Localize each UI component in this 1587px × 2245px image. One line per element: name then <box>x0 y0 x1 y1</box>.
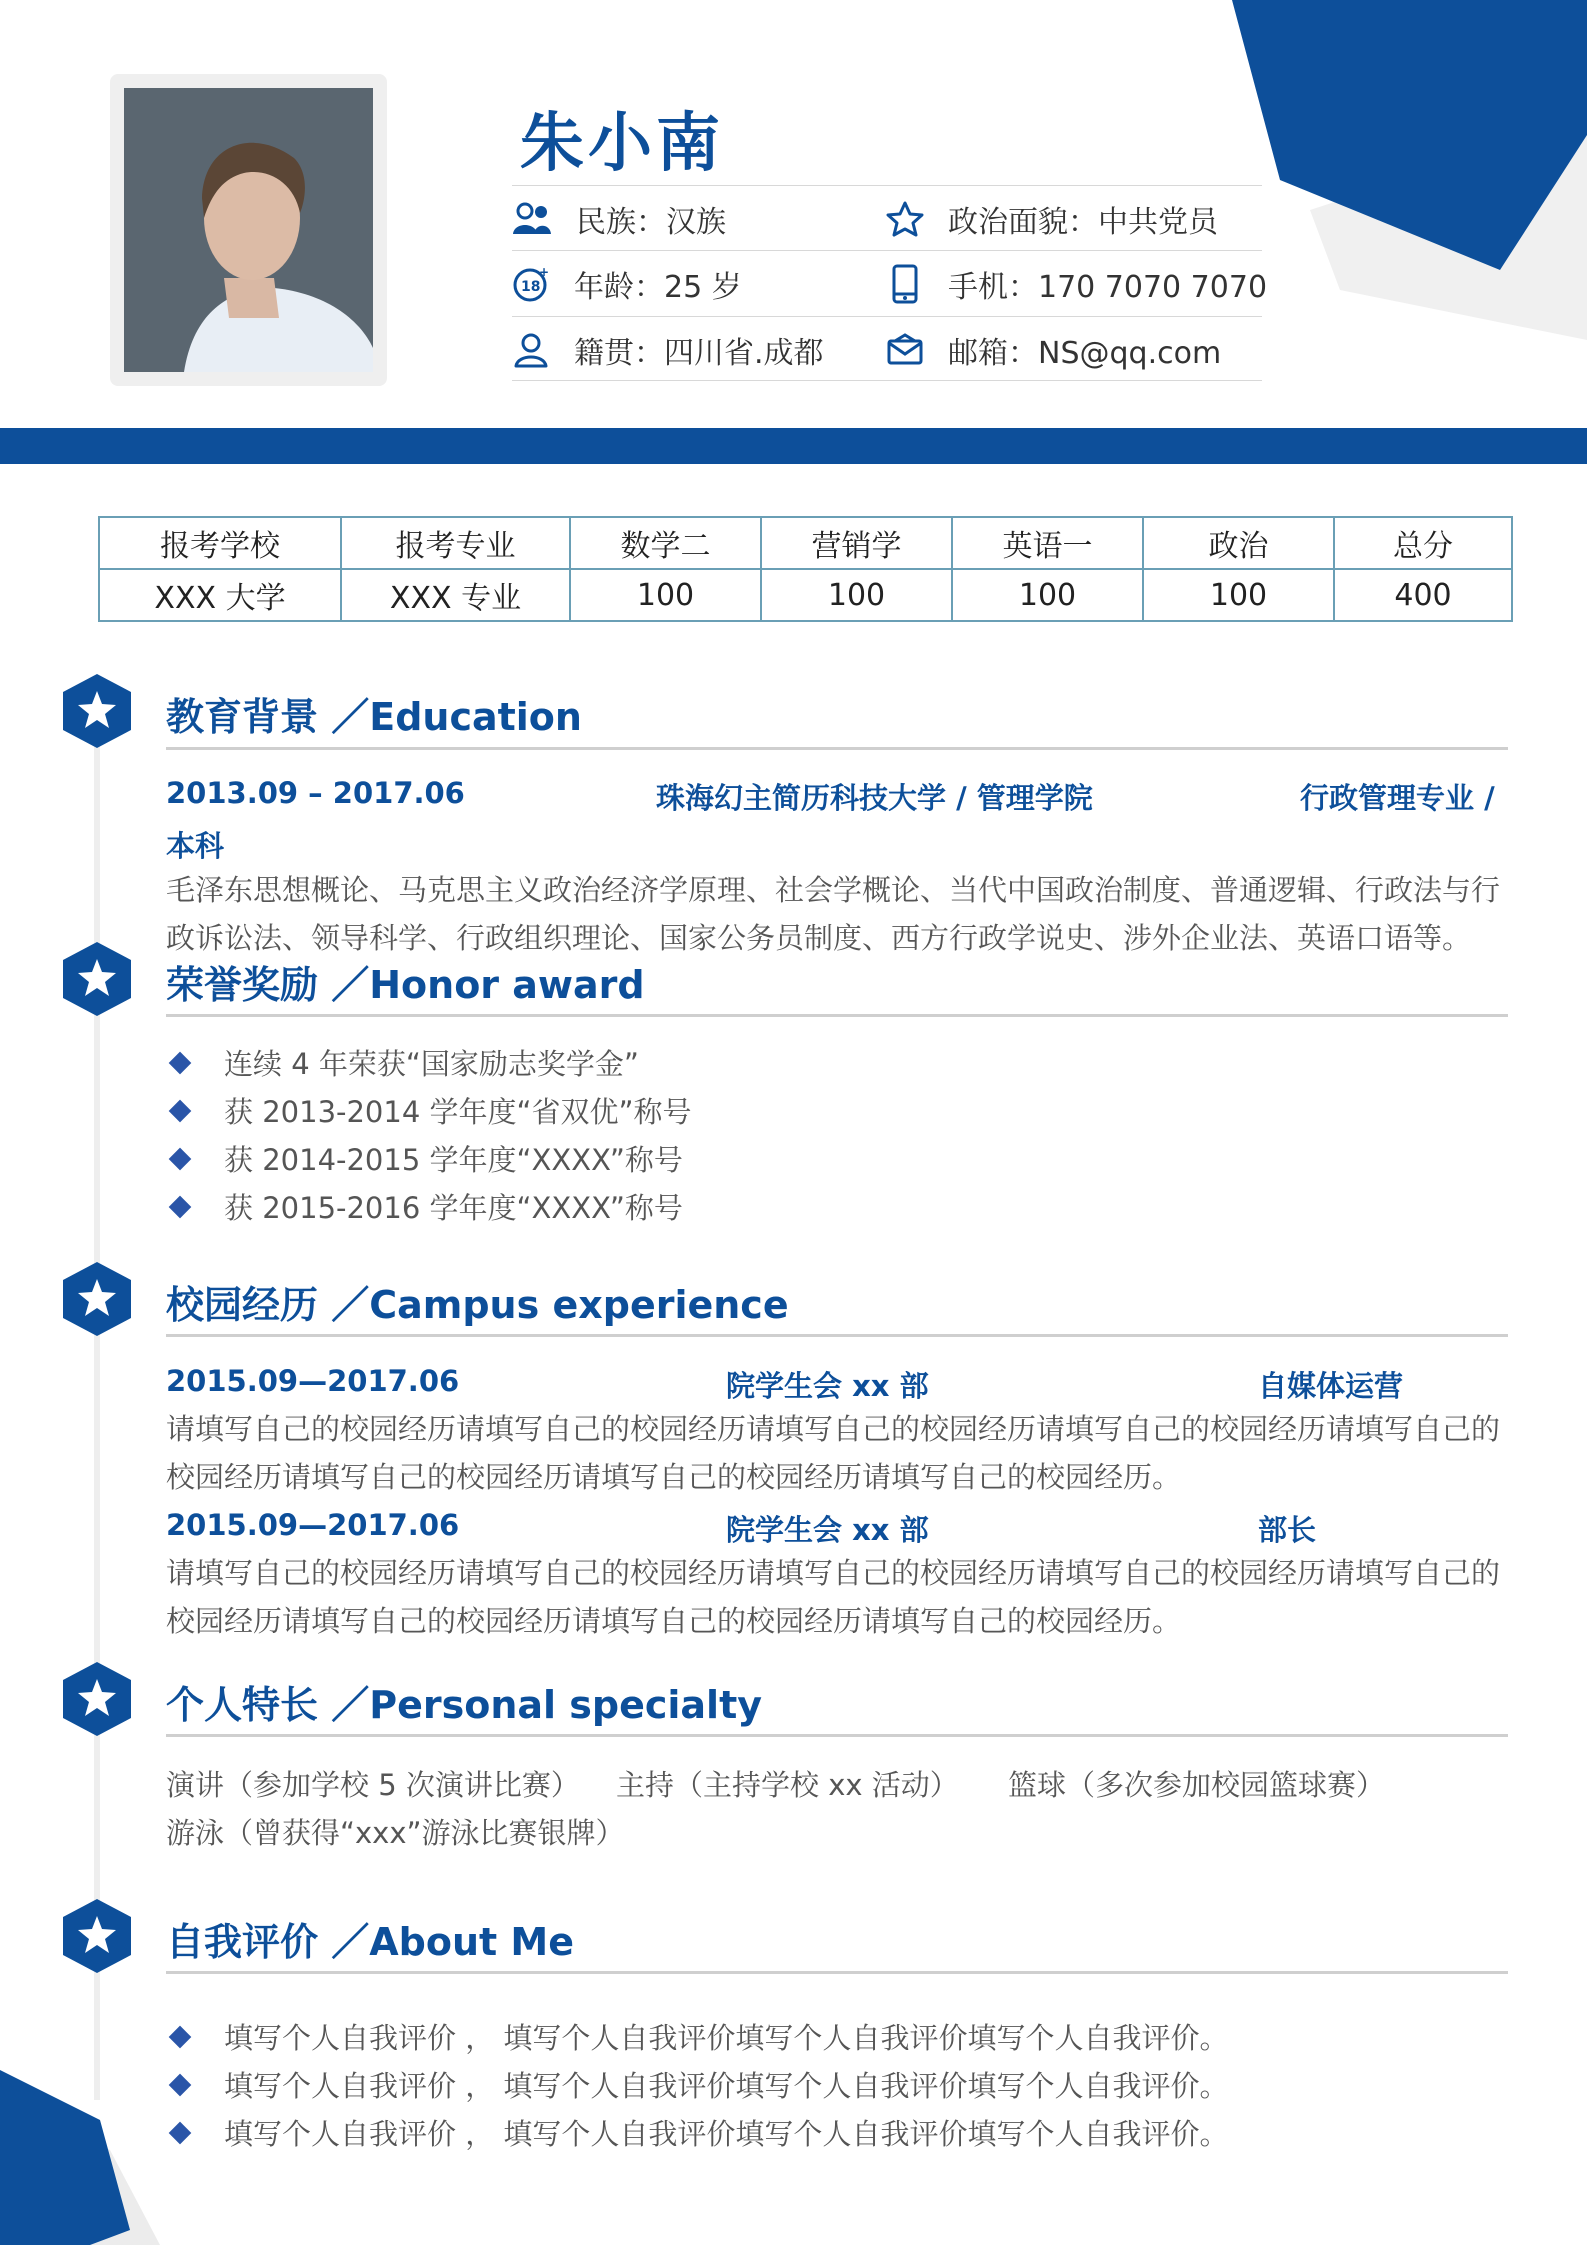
campus-title: 校园经历 ／Campus experience <box>166 1283 789 1327</box>
table-cell: 100 <box>952 569 1143 621</box>
about-item-text: 填写个人自我评价 ， 填写个人自我评价填写个人自我评价填写个人自我评价。 <box>224 2069 1229 2103</box>
divider <box>512 250 1262 251</box>
education-period: 2013.09 – 2017.06 <box>166 776 465 810</box>
svg-text:18: 18 <box>521 279 541 295</box>
table-cell: 100 <box>1143 569 1334 621</box>
profile-photo <box>124 88 373 372</box>
section-divider <box>166 747 1508 750</box>
campus-role: 部长 <box>1258 1513 1317 1547</box>
divider <box>512 380 1262 381</box>
list-item <box>166 1042 639 1083</box>
campus-desc: 请填写自己的校园经历请填写自己的校园经历请填写自己的校园经历请填写自己的校园经历请填写自己的校园经历请填写自己的校园经历请填写自己的校园经历请填写自己的校园经历。 <box>166 1556 1501 1638</box>
candidate-name: 朱小南 <box>520 107 724 181</box>
section-divider <box>166 1734 1508 1737</box>
specialty-item: 篮球（多次参加校园篮球赛） <box>1008 1768 1386 1802</box>
timeline-line <box>94 680 100 2100</box>
diamond-bullet-icon <box>169 1147 192 1170</box>
phone-text: 手机：170 7070 7070 <box>948 270 1268 305</box>
diamond-bullet-icon <box>169 1051 192 1074</box>
list-item <box>166 2064 1228 2105</box>
svg-text:+: + <box>539 265 550 279</box>
honor-item-text: 获 2013-2014 学年度“省双优”称号 <box>224 1095 692 1129</box>
list-item <box>166 2016 1228 2057</box>
bottom-left-decoration <box>0 2050 180 2245</box>
table-cell: 400 <box>1334 569 1512 621</box>
section-star-icon <box>60 1897 134 1975</box>
table-header-cell: 政治 <box>1143 517 1334 569</box>
section-star-icon <box>60 940 134 1018</box>
header-band <box>0 428 1587 464</box>
education-major: 行政管理专业 / <box>1300 781 1495 815</box>
honor-item-text: 连续 4 年荣获“国家励志奖学金” <box>224 1047 639 1081</box>
age-text: 年龄：25 岁 <box>574 270 742 305</box>
about-title: 自我评价 ／About Me <box>166 1920 574 1964</box>
table-header-cell: 报考专业 <box>341 517 570 569</box>
honor-item-text: 获 2015-2016 学年度“XXXX”称号 <box>224 1191 683 1225</box>
divider <box>512 185 1262 186</box>
campus-org: 院学生会 xx 部 <box>726 1369 929 1403</box>
divider <box>512 316 1262 317</box>
about-item-text: 填写个人自我评价 ， 填写个人自我评价填写个人自我评价填写个人自我评价。 <box>224 2021 1229 2055</box>
top-right-decoration <box>1220 0 1587 360</box>
table-header-row <box>99 517 1512 569</box>
political-text: 政治面貌：中共党员 <box>948 205 1218 240</box>
list-item <box>166 2112 1228 2153</box>
specialty-item: 演讲（参加学校 5 次演讲比赛） <box>166 1768 580 1802</box>
section-star-icon <box>60 1260 134 1338</box>
ethnicity-info <box>512 197 726 241</box>
campus-desc: 请填写自己的校园经历请填写自己的校园经历请填写自己的校园经历请填写自己的校园经历请填写自己的校园经历请填写自己的校园经历请填写自己的校园经历请填写自己的校园经历。 <box>166 1412 1501 1494</box>
people-icon <box>512 202 552 236</box>
specialty-item: 游泳（曾获得“xxx”游泳比赛银牌） <box>166 1816 625 1850</box>
diamond-bullet-icon <box>169 2025 192 2048</box>
mail-icon <box>886 333 924 367</box>
list-item <box>166 1186 683 1227</box>
section-star-icon <box>60 1660 134 1738</box>
specialty-item: 主持（主持学校 xx 活动） <box>616 1768 959 1802</box>
table-row <box>99 569 1512 621</box>
hometown-text: 籍贯：四川省.成都 <box>574 336 824 371</box>
about-item-text: 填写个人自我评价 ， 填写个人自我评价填写个人自我评价填写个人自我评价。 <box>224 2117 1229 2151</box>
diamond-bullet-icon <box>169 2121 192 2144</box>
section-star-icon <box>60 672 134 750</box>
email-info <box>886 328 1221 372</box>
age-18-icon <box>512 265 550 303</box>
diamond-bullet-icon <box>169 1195 192 1218</box>
section-divider <box>166 1971 1508 1974</box>
table-header-cell: 数学二 <box>570 517 761 569</box>
star-icon <box>886 201 924 237</box>
table-header-cell: 总分 <box>1334 517 1512 569</box>
score-table <box>98 516 1513 622</box>
table-header-cell: 英语一 <box>952 517 1143 569</box>
campus-org: 院学生会 xx 部 <box>726 1513 929 1547</box>
diamond-bullet-icon <box>169 2073 192 2096</box>
campus-role: 自媒体运营 <box>1258 1369 1404 1403</box>
email-text: 邮箱：NS@qq.com <box>948 336 1222 371</box>
section-divider <box>166 1014 1508 1017</box>
education-courses: 毛泽东思想概论、马克思主义政治经济学原理、社会学概论、当代中国政治制度、普通逻辑、行政法与行政诉讼法、领导科学、行政组织理论、国家公务员制度、西方行政学说史、涉外企业法、英语口语等。 <box>166 873 1501 955</box>
specialty-title: 个人特长 ／Personal specialty <box>166 1683 763 1727</box>
campus-period: 2015.09—2017.06 <box>166 1508 460 1542</box>
table-cell: XXX 大学 <box>99 569 341 621</box>
honor-title: 荣誉奖励 ／Honor award <box>166 963 645 1007</box>
table-cell: 100 <box>570 569 761 621</box>
education-title: 教育背景 ／Education <box>166 695 582 739</box>
table-cell: XXX 专业 <box>341 569 570 621</box>
age-info <box>512 262 742 306</box>
campus-period: 2015.09—2017.06 <box>166 1364 460 1398</box>
hometown-info <box>512 328 824 372</box>
list-item <box>166 1138 683 1179</box>
phone-icon <box>886 264 924 304</box>
ethnicity-text: 民族：汉族 <box>576 205 726 240</box>
person-pin-icon <box>512 332 550 368</box>
phone-info <box>886 262 1267 306</box>
honor-item-text: 获 2014-2015 学年度“XXXX”称号 <box>224 1143 683 1177</box>
education-school: 珠海幻主简历科技大学 / 管理学院 <box>656 781 1093 815</box>
table-header-cell: 报考学校 <box>99 517 341 569</box>
list-item <box>166 1090 692 1131</box>
political-info <box>886 197 1218 241</box>
section-divider <box>166 1334 1508 1337</box>
table-header-cell: 营销学 <box>761 517 952 569</box>
table-cell: 100 <box>761 569 952 621</box>
diamond-bullet-icon <box>169 1099 192 1122</box>
education-degree: 本科 <box>166 829 225 863</box>
